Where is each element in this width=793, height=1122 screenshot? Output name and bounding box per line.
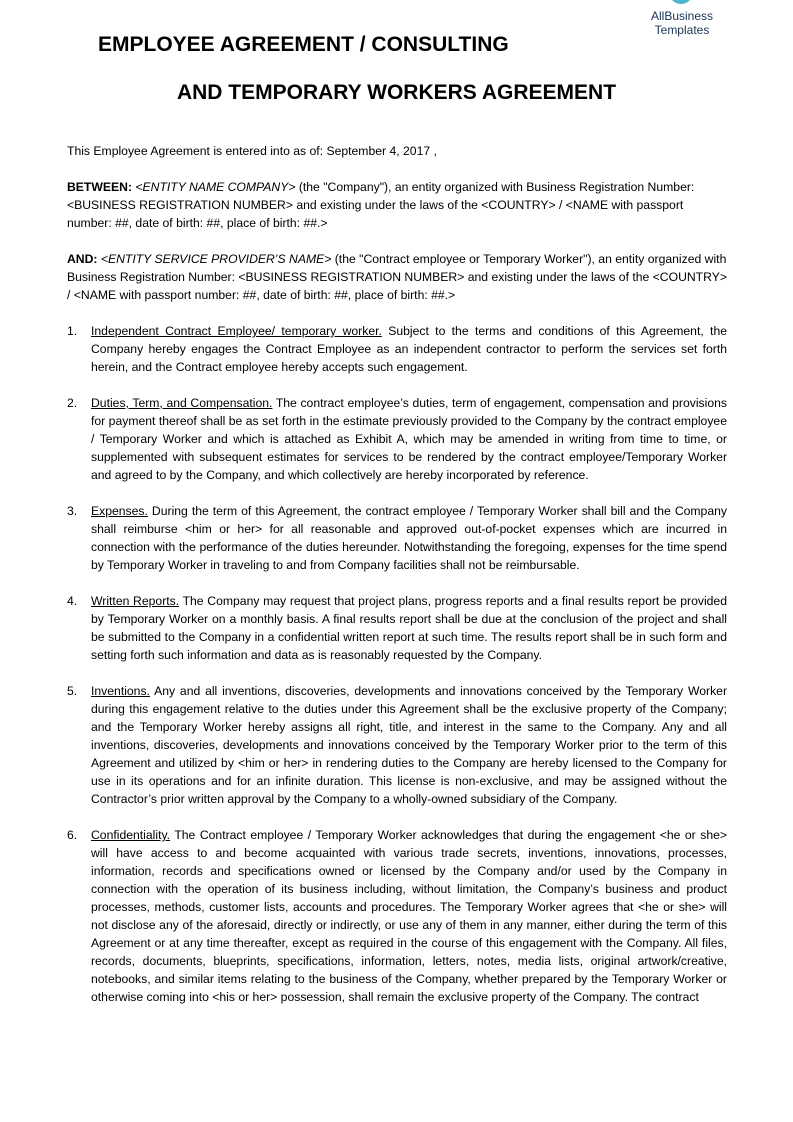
and-paragraph xyxy=(67,250,727,304)
section-number: 4. xyxy=(67,594,78,608)
section-number: 2. xyxy=(67,396,78,410)
between-paragraph xyxy=(67,178,727,232)
and-entity: <ENTITY SERVICE PROVIDER’S NAME> xyxy=(97,252,332,266)
section-heading: Confidentiality. xyxy=(91,828,171,842)
between-text: (the "Company"), an entity organized with Business Registration Number: <BUSINESS REGISTRATION NUMBER> and existing under the laws of the <COUNTRY> / <NAME with passport number: ##, date of birth: ##, place of birth: ##.> xyxy=(67,180,695,230)
section-item xyxy=(67,682,727,808)
section-heading: Written Reports. xyxy=(91,594,180,608)
section-item xyxy=(67,322,727,376)
title-line-2 xyxy=(0,80,793,106)
section-text: Subject to the terms and conditions of this Agreement, the Company hereby engages the Contract Employee as an independent contractor to perform the services set forth herein, and the Contract employee hereby accepts such engagement. xyxy=(91,324,727,374)
document-body xyxy=(67,142,727,1024)
section-text: The Contract employee / Temporary Worker acknowledges that during the engagement <he or she> will have access to and become acquainted with various trade secrets, inventions, innovations, processes, information, records and specifications owned or licensed by the Company and/or used by the Company in connection with the operation of its business including, without limitation, the Company’s business and product processes, methods, customer lists, accounts and procedures. The Temporary Worker agrees that <he or she> will not disclose any of the aforesaid, directly or indirectly, or use any of them in any manner, either during the term of this Agreement or at any time thereafter, except as required in the course of this engagement with the Company. All files, records, documents, blueprints, specifications, information, letters, notes, media lists, original artwork/creative, notebooks, and similar items relating to the business of the Company, whether prepared by the Temporary Worker or otherwise coming into <his or her> possession, shall remain the exclusive property of the Company. The contract xyxy=(91,828,727,1004)
between-entity: <ENTITY NAME COMPANY> xyxy=(135,180,296,194)
section-heading: Independent Contract Employee/ temporary worker. xyxy=(91,324,382,338)
section-number: 1. xyxy=(67,324,78,338)
section-number: 5. xyxy=(67,684,78,698)
title-line-2-text: AND TEMPORARY WORKERS AGREEMENT xyxy=(176,81,617,104)
sections-list xyxy=(67,322,727,1006)
title-line-1: EMPLOYEE AGREEMENT / CONSULTING xyxy=(98,33,509,56)
section-heading: Duties, Term, and Compensation. xyxy=(91,396,273,410)
and-text: (the "Contract employee or Temporary Worker"), an entity organized with Business Registration Number: <BUSINESS REGISTRATION NUMBER> and existing under the laws of the <COUNTRY> / <NAME with passport number: ##, date of birth: ##, place of birth: ##.> xyxy=(67,252,727,302)
section-text: During the term of this Agreement, the contract employee / Temporary Worker shall bill and the Company shall reimburse <him or her> for all reasonable and approved out-of-pocket expenses which are incurred in connection with the performance of the duties hereunder. Notwithstanding the foregoing, expenses for the time spend by Temporary Worker in traveling to and from Company facilities shall not be reimbursable. xyxy=(91,504,727,572)
section-text: Any and all inventions, discoveries, developments and innovations conceived by the Temporary Worker during this engagement relative to the duties under this Agreement shall be the exclusive property of the Company; and the Temporary Worker hereby assigns all right, title, and interest in the same to the Company. Any and all inventions, discoveries, developments and innovations conceived by the Temporary Worker prior to the term of this Agreement and utilized by <him or her> in rendering duties to the Company are hereby licensed to the Company for use in its operations and for an infinite duration. This license is non-exclusive, and may be assigned without the Contractor’s prior written approval by the Company to a wholly-owned subsidiary of the Company. xyxy=(91,684,727,806)
section-heading: Expenses. xyxy=(91,504,148,518)
section-number: 6. xyxy=(67,828,78,842)
logo-globe-icon xyxy=(668,0,694,6)
logo-line-2: Templates xyxy=(654,23,710,37)
and-label: AND: xyxy=(67,252,98,266)
section-item xyxy=(67,592,727,664)
section-text: The contract employee’s duties, term of engagement, compensation and provisions for payment thereof shall be as set forth in the estimate previously provided to the Company by the contract employee / Temporary Worker and which is attached as Exhibit A, which may be amended in writing from time to time, or supplemented with subsequent estimates for services to be rendered by the contract employee/Temporary Worker and agreed to by the Company, and which collectively are hereby incorporated by reference. xyxy=(91,396,727,482)
section-number: 3. xyxy=(67,504,78,518)
section-heading: Inventions. xyxy=(91,684,150,698)
intro-paragraph: This Employee Agreement is entered into as of: September 4, 2017 , xyxy=(67,144,437,158)
section-item xyxy=(67,502,727,574)
between-label: BETWEEN: xyxy=(67,180,132,194)
section-text: The Company may request that project plans, progress reports and a final results report be provided by Temporary Worker on a monthly basis. A final results report shall be due at the conclusion of the project and shall be submitted to the Company in a confidential written report at such time. The results report shall be in such form and setting forth such information and data as is reasonably requested by the Company. xyxy=(91,594,727,662)
section-item xyxy=(67,394,727,484)
section-item xyxy=(67,826,727,1006)
logo-line-1: AllBusiness xyxy=(650,9,714,23)
